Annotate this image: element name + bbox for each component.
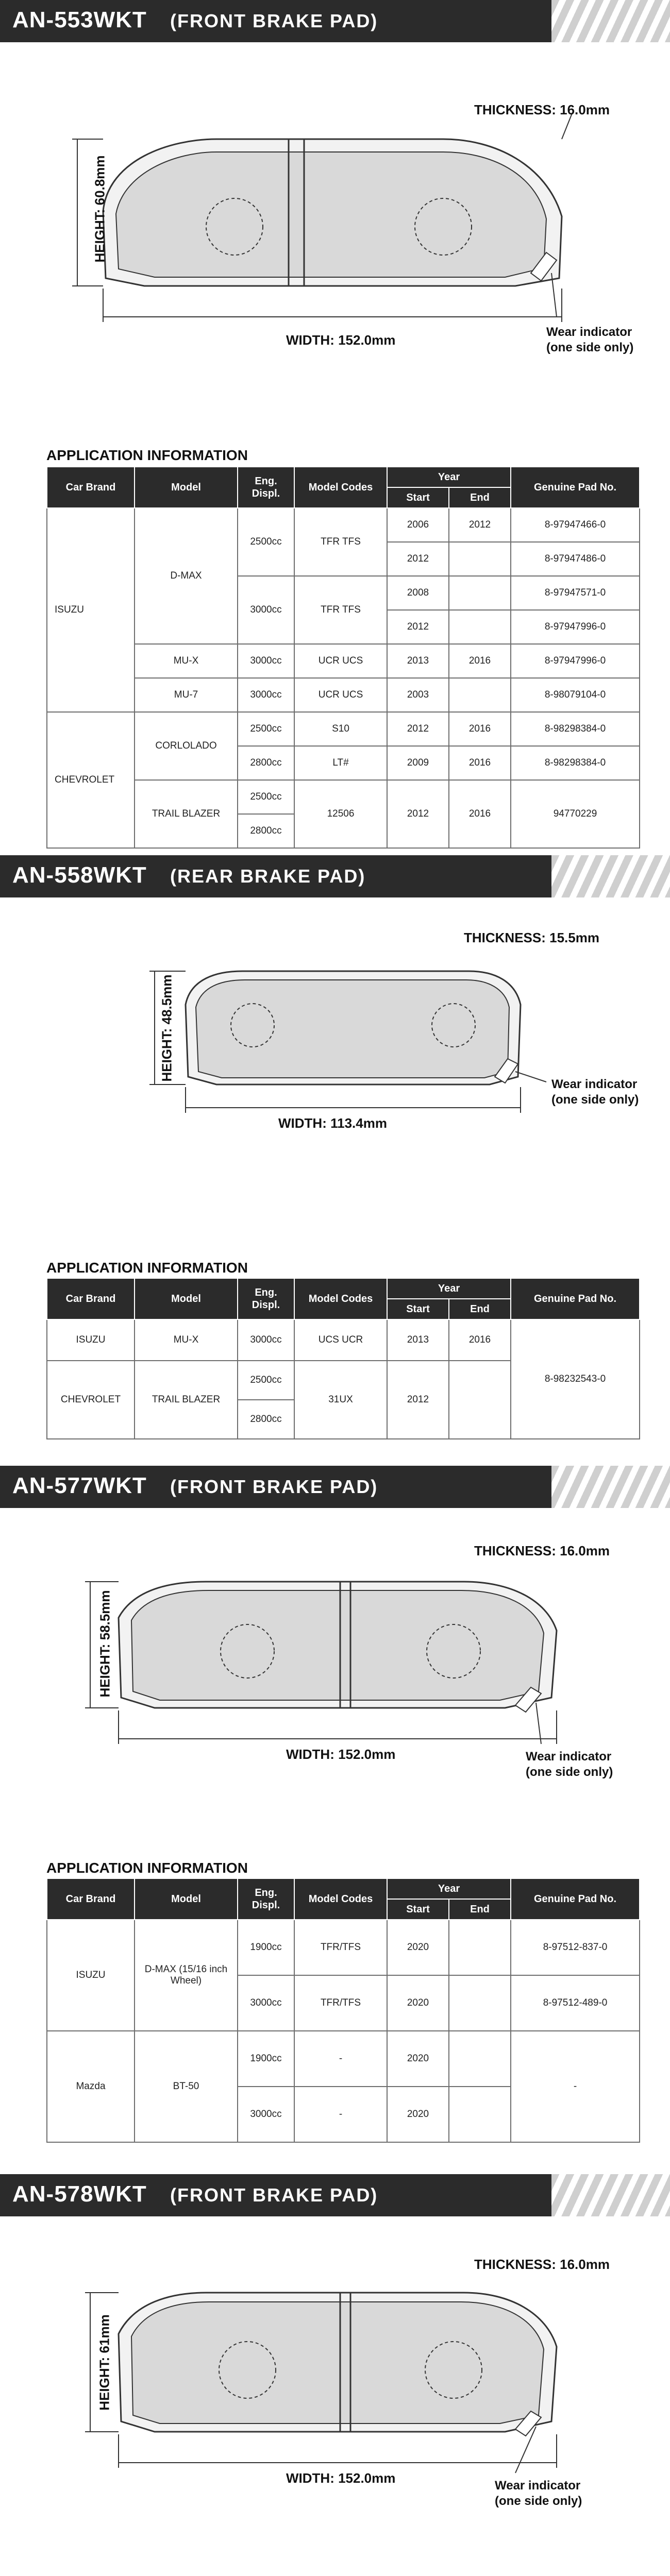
cell-codes: 12506 [294,780,387,848]
cell-end: 2016 [449,780,511,848]
header-end: End [449,487,511,508]
product-code: AN-578WKT [12,2181,147,2207]
cell-start: 2012 [387,542,449,576]
application-table [46,1278,640,1439]
cell-start: 2012 [387,712,449,746]
header-model-codes: Model Codes [294,1878,387,1920]
header-model: Model [135,467,238,508]
cell-codes: - [294,2031,387,2087]
brake-pad-diagram [0,1528,670,1795]
width-label: WIDTH: 152.0mm [286,1747,396,1762]
cell-displ: 2500cc [238,508,294,576]
section-an-578wkt [0,2174,670,2576]
header-end: End [449,1299,511,1319]
cell-displ: 3000cc [238,1975,294,2031]
cell-start: 2020 [387,2087,449,2142]
wear-indicator-note [495,2478,582,2509]
header-model: Model [135,1878,238,1920]
brake-pad-drawing [0,922,670,1180]
application-title: APPLICATION INFORMATION [46,447,248,463]
cell-start: 2008 [387,576,449,610]
wear-indicator-note [546,325,633,355]
cell-codes: - [294,2087,387,2142]
cell-start: 2012 [387,1361,449,1439]
wear-line-1: Wear indicator [551,1077,638,1091]
brake-pad-diagram [0,922,670,1180]
cell-brand: CHEVROLET [47,712,135,848]
header-year: Year [387,1278,511,1299]
header-eng-displ: Eng. Displ. [238,1278,294,1319]
wear-indicator-note [526,1749,613,1780]
cell-model: TRAIL BLAZER [135,1361,238,1439]
wear-line-1: Wear indicator [526,1750,612,1764]
friction-pad [131,1590,544,1700]
cell-displ: 2500cc [238,1361,294,1400]
cell-start: 2006 [387,508,449,542]
cell-pad: 8-97947996-0 [511,644,640,678]
cell-displ: 2800cc [238,814,294,848]
wear-line-2: (one side only) [546,341,634,354]
header-model-codes: Model Codes [294,467,387,508]
cell-codes: S10 [294,712,387,746]
table-row [47,644,640,678]
product-kind: (FRONT BRAKE PAD) [170,2184,378,2206]
cell-pad: 8-97947996-0 [511,610,640,644]
cell-start: 2012 [387,610,449,644]
header-year: Year [387,467,511,487]
header-start: Start [387,1299,449,1319]
cell-start: 2012 [387,780,449,848]
table-row [47,2031,640,2087]
cell-end [449,576,511,610]
cell-start: 2020 [387,1920,449,1975]
height-label: HEIGHT: 58.5mm [97,1590,113,1698]
application-table [46,466,640,849]
cell-pad: 8-97947466-0 [511,508,640,542]
cell-end [449,1361,511,1439]
header-genuine-pad: Genuine Pad No. [511,1878,640,1920]
product-code: AN-558WKT [12,862,147,888]
wear-line-2: (one side only) [495,2494,582,2508]
thickness-label: THICKNESS: 16.0mm [474,102,610,117]
section-an-553wkt [0,0,670,855]
cell-displ: 3000cc [238,576,294,644]
table-row [47,780,640,814]
cell-displ: 3000cc [238,2087,294,2142]
cell-displ: 1900cc [238,1920,294,1975]
cell-model: CORLOLADO [135,712,238,780]
product-banner [0,2174,670,2216]
cell-brand: Mazda [47,2031,135,2142]
header-start: Start [387,487,449,508]
header-model: Model [135,1278,238,1319]
cell-start: 2003 [387,678,449,712]
banner-stripes [551,0,670,42]
width-label: WIDTH: 152.0mm [286,2470,396,2486]
thickness-label: THICKNESS: 16.0mm [474,2257,610,2272]
product-kind: (FRONT BRAKE PAD) [170,1476,378,1497]
table-row [47,508,640,542]
wear-line-1: Wear indicator [495,2479,581,2493]
product-kind: (FRONT BRAKE PAD) [170,10,378,31]
cell-model: MU-X [135,644,238,678]
thickness-label: THICKNESS: 15.5mm [464,930,599,945]
banner-stripes [551,2174,670,2216]
header-genuine-pad: Genuine Pad No. [511,1278,640,1319]
application-table [46,1878,640,2143]
cell-start: 2013 [387,1319,449,1361]
cell-end [449,1920,511,1975]
section-an-558wkt [0,855,670,1466]
header-car-brand: Car Brand [47,1278,135,1319]
cell-codes: UCS UCR [294,1319,387,1361]
cell-model: TRAIL BLAZER [135,780,238,848]
header-car-brand: Car Brand [47,1878,135,1920]
cell-displ: 2500cc [238,712,294,746]
cell-displ: 2800cc [238,746,294,780]
cell-brand: ISUZU [47,1920,135,2031]
table-row [47,1319,640,1361]
cell-end [449,1975,511,2031]
cell-model: MU-7 [135,678,238,712]
cell-end [449,2031,511,2087]
wear-line-2: (one side only) [526,1765,613,1779]
wear-line-2: (one side only) [551,1093,639,1107]
height-label: HEIGHT: 60.8mm [92,155,108,263]
thickness-label: THICKNESS: 16.0mm [474,1543,610,1558]
product-code: AN-553WKT [12,7,147,32]
cell-end [449,610,511,644]
header-eng-displ: Eng. Displ. [238,467,294,508]
cell-displ: 3000cc [238,1319,294,1361]
cell-start: 2020 [387,2031,449,2087]
wear-leader [536,1703,541,1744]
cell-end: 2016 [449,746,511,780]
cell-codes: TFR TFS [294,508,387,576]
cell-codes: UCR UCS [294,644,387,678]
cell-brand: ISUZU [47,1319,135,1361]
cell-start: 2020 [387,1975,449,2031]
height-label: HEIGHT: 48.5mm [159,974,175,1082]
brake-pad-diagram [0,82,670,371]
friction-pad [131,2302,544,2424]
width-label: WIDTH: 113.4mm [278,1115,387,1131]
header-start: Start [387,1899,449,1920]
cell-model: D-MAX [135,508,238,644]
header-year: Year [387,1878,511,1899]
table-row [47,1920,640,1975]
cell-displ: 3000cc [238,644,294,678]
cell-displ: 1900cc [238,2031,294,2087]
header-model-codes: Model Codes [294,1278,387,1319]
cell-codes: UCR UCS [294,678,387,712]
cell-brand: ISUZU [47,508,135,712]
cell-pad: 8-98232543-0 [511,1319,640,1439]
width-label: WIDTH: 152.0mm [286,332,396,348]
cell-end: 2016 [449,1319,511,1361]
application-title: APPLICATION INFORMATION [46,1260,248,1276]
cell-pad: 94770229 [511,780,640,848]
cell-pad: 8-97512-489-0 [511,1975,640,2031]
cell-end: 2012 [449,508,511,542]
wear-line-1: Wear indicator [546,325,632,339]
cell-displ: 2800cc [238,1400,294,1439]
friction-pad [116,152,546,277]
header-end: End [449,1899,511,1920]
cell-pad: 8-97947571-0 [511,576,640,610]
cell-pad: 8-97512-837-0 [511,1920,640,1975]
cell-codes: LT# [294,746,387,780]
banner-stripes [551,855,670,897]
wear-leader [515,1072,546,1082]
table-row [47,712,640,746]
cell-displ: 3000cc [238,678,294,712]
cell-end [449,2087,511,2142]
cell-codes: 31UX [294,1361,387,1439]
cell-model: MU-X [135,1319,238,1361]
cell-model: BT-50 [135,2031,238,2142]
cell-model: D-MAX (15/16 inch Wheel) [135,1920,238,2031]
cell-end [449,678,511,712]
cell-pad: 8-98298384-0 [511,712,640,746]
header-car-brand: Car Brand [47,467,135,508]
product-code: AN-577WKT [12,1473,147,1498]
wear-indicator-note [551,1077,639,1108]
cell-start: 2013 [387,644,449,678]
product-kind: (REAR BRAKE PAD) [170,866,366,887]
friction-pad [196,980,509,1078]
cell-pad: 8-98079104-0 [511,678,640,712]
brake-pad-diagram [0,2236,670,2524]
cell-end [449,542,511,576]
cell-displ: 2500cc [238,780,294,814]
banner-stripes [551,1466,670,1508]
cell-codes: TFR/TFS [294,1920,387,1975]
cell-end: 2016 [449,644,511,678]
application-title: APPLICATION INFORMATION [46,1860,248,1876]
section-an-577wkt [0,1466,670,2174]
cell-start: 2009 [387,746,449,780]
product-banner [0,1466,670,1508]
cell-codes: TFR/TFS [294,1975,387,2031]
header-eng-displ: Eng. Displ. [238,1878,294,1920]
table-row [47,678,640,712]
cell-codes: TFR TFS [294,576,387,644]
product-banner [0,0,670,42]
header-genuine-pad: Genuine Pad No. [511,467,640,508]
height-label: HEIGHT: 61mm [96,2314,112,2411]
cell-pad: 8-98298384-0 [511,746,640,780]
cell-pad: 8-97947486-0 [511,542,640,576]
cell-pad: - [511,2031,640,2142]
product-banner [0,855,670,897]
cell-brand: CHEVROLET [47,1361,135,1439]
cell-end: 2016 [449,712,511,746]
